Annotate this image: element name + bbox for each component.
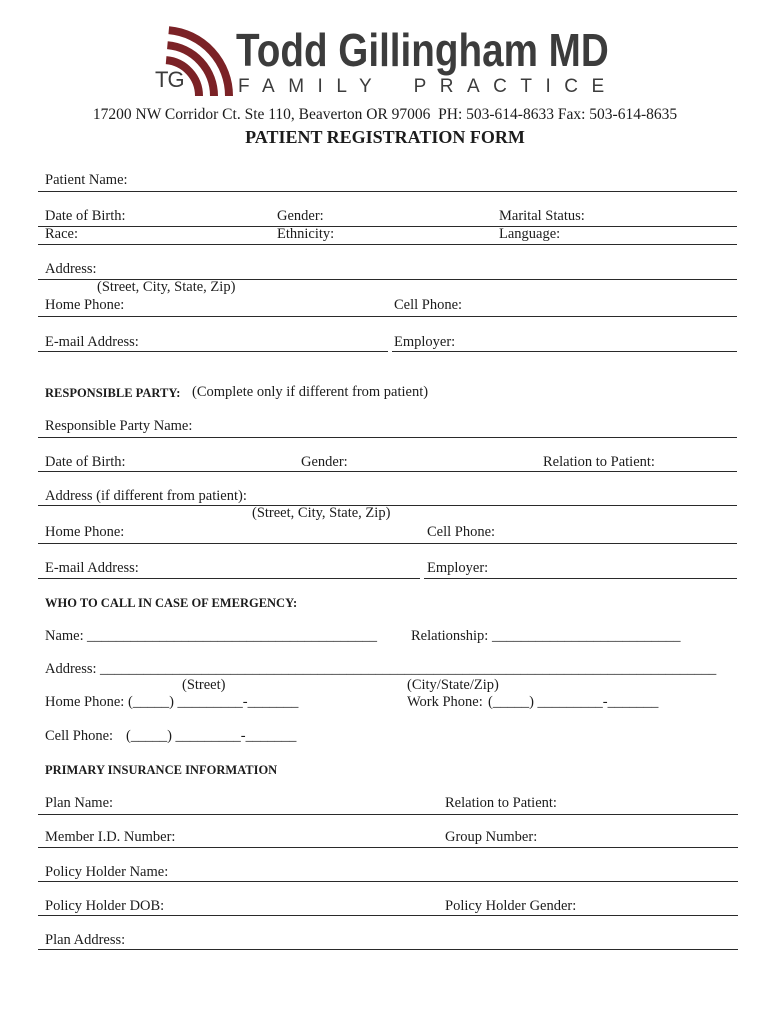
responsible-party-email-rule: [38, 578, 420, 579]
emergency-work-phone-label: Work Phone:: [407, 694, 483, 710]
patient-email-rule: [38, 351, 388, 352]
patient-employer-label: Employer:: [394, 334, 456, 350]
responsible-party-heading: RESPONSIBLE PARTY:: [45, 386, 181, 400]
insurance-member-id-label: Member I.D. Number:: [45, 829, 176, 845]
insurance-group-number-label: Group Number:: [445, 829, 538, 845]
emergency-street-hint: (Street): [182, 677, 226, 693]
patient-home-phone-label: Home Phone:: [45, 297, 125, 313]
insurance-plan-address-label: Plan Address:: [45, 932, 126, 948]
logo-initials: TG: [155, 67, 184, 92]
logo-arcs-icon: [140, 20, 240, 110]
insurance-holder-dob-rule: [38, 915, 738, 916]
responsible-party-employer-label: Employer:: [427, 560, 489, 576]
patient-race-label: Race:: [45, 226, 79, 242]
emergency-home-phone-label: Home Phone:: [45, 694, 125, 710]
responsible-party-note: (Complete only if different from patient): [192, 384, 429, 400]
patient-phone-rule: [38, 316, 737, 317]
insurance-holder-dob-label: Policy Holder DOB:: [45, 898, 165, 914]
responsible-party-name-label: Responsible Party Name:: [45, 418, 193, 434]
patient-dob-rule: [38, 226, 737, 227]
responsible-party-email-label: E-mail Address:: [45, 560, 139, 576]
patient-language-label: Language:: [499, 226, 561, 242]
responsible-party-dob-label: Date of Birth:: [45, 454, 126, 470]
insurance-relation-label: Relation to Patient:: [445, 795, 557, 811]
practice-type: FAMILY PRACTICE: [238, 76, 618, 97]
emergency-name-blank: ________________________________________: [87, 628, 377, 644]
responsible-party-name-rule: [38, 437, 737, 438]
patient-dob-label: Date of Birth:: [45, 208, 126, 224]
insurance-holder-gender-label: Policy Holder Gender:: [445, 898, 577, 914]
responsible-party-cell-phone-label: Cell Phone:: [427, 524, 496, 540]
patient-address-label: Address:: [45, 261, 97, 277]
page-title: PATIENT REGISTRATION FORM: [245, 127, 525, 147]
responsible-party-relation-label: Relation to Patient:: [543, 454, 655, 470]
emergency-address-label: Address:: [45, 661, 97, 677]
patient-ethnicity-label: Ethnicity:: [277, 226, 335, 242]
patient-cell-phone-label: Cell Phone:: [394, 297, 463, 313]
contact-line: 17200 NW Corridor Ct. Ste 110, Beaverton OR 97006 PH: 503-614-8633 Fax: 503-614-8635: [92, 106, 678, 123]
emergency-home-phone-blank: (_____) _________-_______: [128, 694, 299, 710]
emergency-contact-heading: WHO TO CALL IN CASE OF EMERGENCY:: [45, 596, 298, 610]
emergency-relationship-blank: __________________________: [492, 628, 681, 644]
emergency-cell-phone-blank: (_____) _________-_______: [126, 728, 297, 744]
responsible-party-phone-rule: [38, 543, 737, 544]
responsible-party-home-phone-label: Home Phone:: [45, 524, 125, 540]
practice-name: Todd Gillingham MD: [236, 24, 609, 76]
insurance-holder-name-label: Policy Holder Name:: [45, 864, 169, 880]
patient-address-hint: (Street, City, State, Zip): [97, 279, 236, 295]
emergency-address-blank: _____________________________________________________________________________________: [100, 661, 717, 677]
patient-gender-label: Gender:: [277, 208, 324, 224]
emergency-relationship-label: Relationship:: [411, 628, 489, 644]
responsible-party-dob-rule: [38, 471, 737, 472]
emergency-city-state-zip-hint: (City/State/Zip): [407, 677, 499, 693]
patient-name-rule: [38, 191, 737, 192]
emergency-work-phone-blank: (_____) _________-_______: [488, 694, 659, 710]
insurance-plan-address-rule: [38, 949, 738, 950]
responsible-party-address-hint: (Street, City, State, Zip): [252, 505, 391, 521]
responsible-party-address-label: Address (if different from patient):: [45, 488, 247, 504]
emergency-cell-phone-label: Cell Phone:: [45, 728, 114, 744]
patient-marital-status-label: Marital Status:: [499, 208, 585, 224]
patient-race-rule: [38, 244, 737, 245]
patient-employer-rule: [392, 351, 737, 352]
patient-email-label: E-mail Address:: [45, 334, 139, 350]
patient-name-label: Patient Name:: [45, 172, 128, 188]
responsible-party-gender-label: Gender:: [301, 454, 348, 470]
emergency-name-label: Name:: [45, 628, 84, 644]
insurance-heading: PRIMARY INSURANCE INFORMATION: [45, 763, 278, 777]
insurance-plan-name-rule: [38, 814, 738, 815]
insurance-plan-name-label: Plan Name:: [45, 795, 114, 811]
insurance-member-id-rule: [38, 847, 738, 848]
responsible-party-employer-rule: [424, 578, 737, 579]
insurance-holder-name-rule: [38, 881, 738, 882]
